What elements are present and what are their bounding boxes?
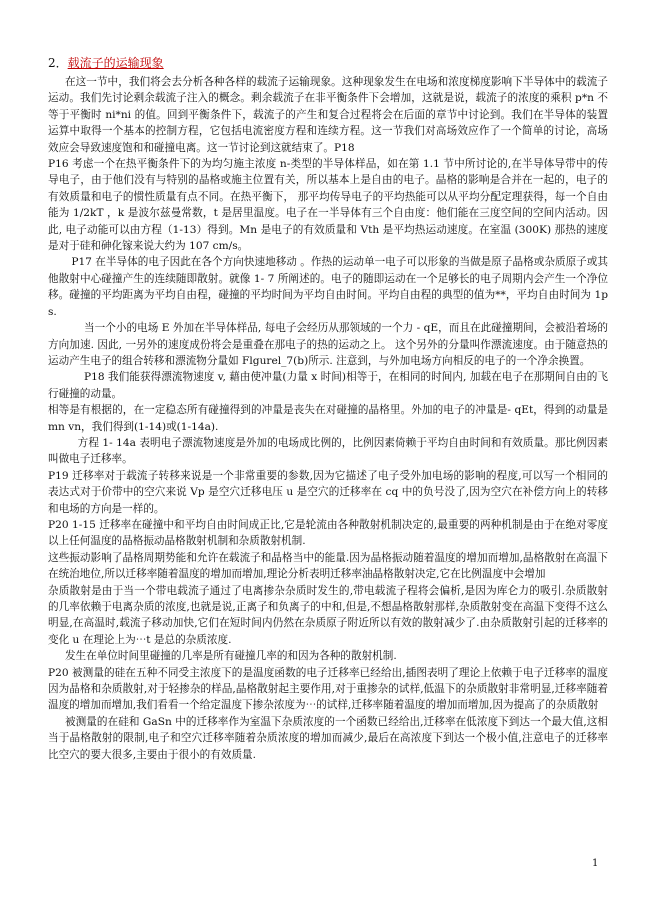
- paragraph-lattice-vibration: 这些振动影响了晶格周期势能和允许在载流子和晶格当中的能量.因为晶格振动随着温度的增加而增加,晶格散射在高温下在统治地位,所以迁移率随着温度的增加而增加,理论分析表明迁移率油晶格散射决定,它在比例温度中会增加: [48, 551, 608, 581]
- paragraph-si-gasn: 被测量的在硅和 GaSn 中的迁移率作为室温下杂质浓度的一个函数已经给出,迁移率在低浓度下到达一个最大值,这相当于晶格散射的限制,电子和空穴迁移率随着杂质浓度的增加而减少,最后在高浓度下到达一个极小值,注意电子的迁移率比空穴的要大很多,主要由于很小的有效质量.: [48, 715, 608, 761]
- paragraph-p19: P19 迁移率对于载流子转移来说是一个非常重要的参数,因为它描述了电子受外加电场的影响的程度,可以写一个相同的表达式对于价带中的空穴来说 Vp 是空穴迁移电压 u 是空穴的迁移率在 cq 中的负号没了,因为空穴在补偿方向上的转移和电场的方向是一样的。: [48, 469, 608, 515]
- paragraph-impurity-scattering: 杂质散射是由于当一个带电载流子通过了电离掺杂杂质时发生的,带电载流子程将会偏析,是因为库仑力的吸引.杂质散射的几率依赖于电离杂质的浓度,也就是说,正离子和负离子的中和,但是,不想晶格散射那样,杂质散射变在高温下变得不这么明显,在高温时,载流子移动加快,它们在短时间内仍然在杂质原子附近所以有效的散射减少了.由杂质散射引起的迁移率的变化 u 在理论上为⋯t 是总的杂质浓度.: [48, 584, 608, 646]
- section-number: 2．: [48, 56, 68, 70]
- paragraph-p16: P16 考虑一个在热平衡条件下的为均匀施主浓度 n-类型的半导体样品，如在第 1.1 节中所讨论的,在半导体导带中的传导电子，由于他们没有与特别的晶格或施主位置有关，所以基本上是自由的电子。晶格的影响是合并在一起的，电子的有效质量和电子的惯性质量有点不同。在热平衡下， 那平均传导电子的平均热能可以从平均分配定理获得，每一个自由能为 1/2kT ，k 是波尔兹曼常数，t 是居里温度。电子在一半导体有三个自由度：他们能在三度空间的空间内活动。因此, 电子动能可以由方程（1-13）得到。Mn 是电子的有效质量和 Vth 是平均热运动速度。在室温 (300K) 那热的速度是对于硅和砷化镓来说大约为 107 cm/s。: [48, 158, 608, 253]
- paragraph-p20-scattering: P20 1-15 迁移率在碰撞中和平均自由时间成正比,它是轮流由各种散射机制决定的,最重要的两种机制是由于在绝对零度以上任何温度的晶格振动晶格散射机制和杂质散射机制.: [48, 518, 608, 548]
- paragraph-p20-measured: P20 被测量的硅在五种不同受主浓度下的是温度函数的电子迁移率已经给出,插图表明了理论上依赖于电子迁移率的温度因为晶格和杂质散射,对于轻掺杂的样品,晶格散射起主要作用,对于重掺杂的试样,低温下的杂质散射非常明显,迁移率随着温度的增加而增加,我们看看一个给定温度下掺杂浓度为⋯的试样,迁移率随着温度的增加而增加,因为提高了的杂质散射: [48, 666, 608, 712]
- section-title: 载流子的运输现象: [67, 56, 164, 70]
- paragraph-electric-field: 当一个小的电场 E 外加在半导体样品, 每电子会经历从那领域的一个力 - qE，而且在此碰撞期间，会被沿着场的方向加速. 因此, 一另外的速度成份将会是重叠在那电子的热的运动之上。 这个另外的分量叫作漂流速度。由于随意热的运动产生电子的组合转移和漂流物分量如 Flgurel_7(b)所示. 注意到，与外加电场方向相反的电子的一个净余换置。: [48, 322, 608, 367]
- paragraph-collision-probability: 发生在单位时间里碰撞的几率是所有碰撞几率的和因为各种的散射机制.: [64, 650, 397, 663]
- paragraph-p18: P18 我们能获得漂流物速度 v, 藉由使冲量(力量 x 时间)相等于，在相同的时间内, 加载在电子在那期间自由的飞行碰撞的动量。: [48, 371, 608, 400]
- page-number: 1: [592, 858, 599, 869]
- section-heading: [48, 54, 608, 72]
- paragraph-intro: 在这一节中，我们将会去分析各种各样的载流子运输现象。这种现象发生在电场和浓度梯度影响下半导体中的载流子运动。我们先讨论剩余载流子注入的概念。剩余载流子在非平衡条件下会增加，这就是说，载流子的浓度的乘积 p*n 不等于平衡时 ni*ni 的值。回到平衡条件下，载流子的产生和复合过程将会在后面的章节中讨论到。我们在半导体的装置运算中取得一个基本的控制方程，它包括电流密度方程和连续方程。这一节我们对高场效应作了一个简单的讨论，高场效应会导致速度饱和和碰撞电离。这一节讨论到这就结束了。P18: [48, 76, 608, 154]
- paragraph-mobility-eq: 方程 1- 14a 表明电子漂流物速度是外加的电场成比例的，比例因素倚赖于平均自由时间和有效质量。那比例因素叫做电子迁移率。: [48, 436, 608, 466]
- paragraph-p17: P17 在半导体的电子因此在各个方向快速地移动 。作热的运动单一电子可以形象的当做是原子晶格或杂质原子或其他散射中心碰撞产生的连续随即散射。就像 1- 7 所阐述的。电子的随即运动在一个足够长的电子周期内会产生一个净位移。碰撞的平均距离为平均自由程，碰撞的平均时间为平均自由时间。平均自由程的典型的值为**，平均自由时间为 1ps.: [48, 256, 608, 318]
- document-page: [48, 54, 608, 763]
- paragraph-momentum: 相等是有根据的，在一定稳态所有碰撞得到的冲量是丧失在对碰撞的晶格里。外加的电子的冲量是- qEt，得到的动量是 mn vn，我们得到(1-14)或(1-14a).: [48, 404, 608, 433]
